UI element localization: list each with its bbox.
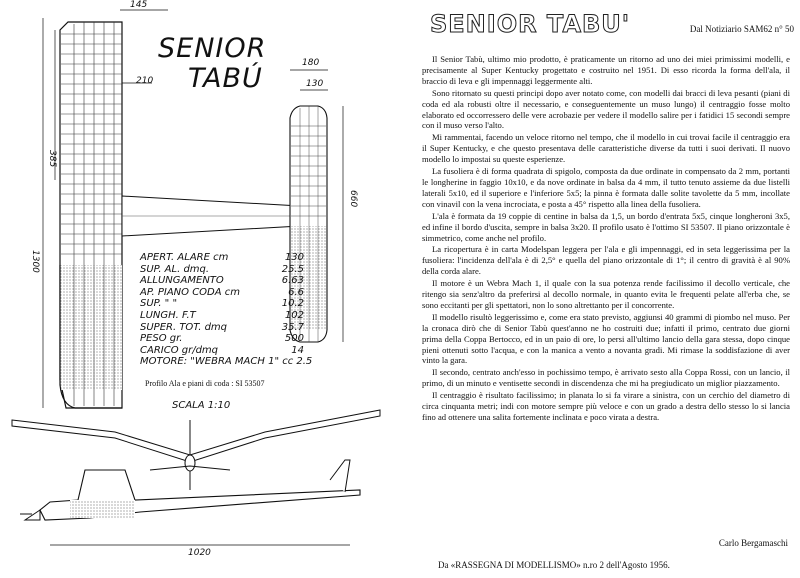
spec-row: ALLUNGAMENTO 6.63 [140,275,304,287]
spec-row: SUP. AL. dmq. 25.5 [140,263,304,275]
article-page [410,0,800,578]
source-line: Da «RASSEGNA DI MODELLISMO» n.ro 2 dell'Agosto 1956. [438,560,670,570]
dim-1020: 1020 [188,548,211,558]
spec-table [140,252,312,368]
article-paragraph: Mi rammentai, facendo un veloce ritorno nel tempo, che il modello in cui trovai facile il centraggio era il Super Kentucky, e che questo presentava delle caratteristiche diverse da tutti i suoi derivati. Il nuovo modello lo impostai su queste esperienze. [422,132,790,165]
article-header [428,10,800,36]
drawing-title-line1: SENIOR [158,33,267,64]
article-paragraph: La ricopertura è in carta Modelspan leggera per l'ala e gli impennaggi, ed in seta leggerissima per la fusoliera: l'incidenza dell'ala è di 2,5° e quella del piano orizzontale di 1°; il centro di gravità è al 90% della corda alare. [422,244,790,277]
drawing-title [158,34,266,94]
article-paragraph: Il secondo, centrato anch'esso in pochissimo tempo, è arrivato sesto alla Coppa Rossi, con un lancio, il primo, di un minuto e ventisette secondi in discendenza che mi ha pregiudicato un miglior piazzamento. [422,367,790,389]
spec-row: CARICO gr/dmq 14 [140,344,304,356]
article-source-header: Dal Notiziario SAM62 n° 50 [689,24,794,34]
spec-row: LUNGH. F.T 102 [140,309,304,321]
article-paragraph: La fusoliera è di forma quadrata di spigolo, composta da due ordinate in compensato da 2 mm, portanti le longherine in faggio 10x10, e da nove ordinate in balsa da 4 mm, il tutto tenuto assieme da due listelli laterali 5x10, ed il superiore e l'inferiore 5x5; la pinna è formata dalle solite tavolette da 5 mm, incollate con vinavil con la vena incrociata, e posta a 45° rispetto alla linea della fusoliera. [422,166,790,209]
dim-385: 385 [47,150,57,168]
spec-row: MOTORE: "WEBRA MACH 1" cc 2.5 [140,356,313,368]
front-view [12,410,380,490]
dim-180: 180 [302,58,320,68]
dim-210: 210 [136,76,154,86]
spec-row: AP. PIANO CODA cm 6.6 [140,286,304,298]
article-paragraph: L'ala è formata da 19 coppie di centine in balsa da 1,5, un bordo d'entrata 5x5, cinque longheroni 3x5, ed infine il bordo d'uscita, sempre in balsa 3x20. Il profilo usato è l'ottimo SI 53507. Il piano orizzontale è simmetrico, come anche nel profilo. [422,210,790,243]
drawing-title-line2: TABÚ [188,63,263,94]
spec-row: APERT. ALARE cm 130 [140,252,304,263]
spec-row: PESO gr. 500 [140,333,304,345]
article-paragraph: Il centraggio è risultato facilissimo; in planata lo si fa virare a sinistra, con un cerchio del diametro di circa cinquanta metri; indi con motore sempre più veloce e con un grado a destra dello stesso lo si lancia fino ad ottenere una salita fortemente inclinata e poco virata a destra. [422,390,790,422]
article-title: SENIOR TABU' [430,10,631,38]
dim-1300: 1300 [30,250,40,273]
article-body [422,54,790,424]
article-paragraph: Il modello risultò leggerissimo e, come era stato previsto, aggiunsi 40 grammi di piombo nel muso. Per la cronaca dirò che di Senior Tabù quest'anno ne ho costruiti due; infatti il primo, centrato due giorni prima della Coppa Bertocco, ed in un paio di ore, lo persi all'ultimo lancio della gara stessa, dopo cinque pieni ottenuti sotto l'acqua, e con la manica a vento a novanta gradi. Mi rimase la soddisfazione di aver vinto la gara. [422,311,790,366]
wing-planform [60,22,122,408]
article-paragraph: Il Senior Tabù, ultimo mio prodotto, è praticamente un ritorno ad uno dei miei primissimi modelli, e precisamente al Super Kentucky progettato e costruito nel 1951. Di esso ricorda la forma dell'ala, il braccio di leva e gli impennaggi leggermente alti. [422,54,790,86]
article-paragraph: Il motore è un Webra Mach 1, il quale con la sua potenza rende facilissimo il decollo verticale, che ritengo sia senz'altro da preferirsi al decollo normale, in quanto evita le frequenti pelate all'erba che, se sono eccitanti per gli spettatori, non lo sono altrettanto per il concorrente. [422,278,790,310]
author-signature: Carlo Bergamaschi [718,538,788,548]
fuselage-side [122,196,300,236]
spec-row: SUP. " " 10.2 [140,298,304,310]
profile-note: Profilo Ala e piani di coda : SI 53507 [145,379,265,388]
article-paragraph: Sono ritornato su questi principi dopo aver notato come, con modelli dai bracci di leva pesanti (piani di coda ed ala robusti oltre il necessario, e conseguentemente un muso lungo) il centraggio fosse molto elaborato ed occorressero delle vere acrobazie per vedere il modello salire per i fatidici 15 secondi sempre con il muso verso l'alto. [422,87,790,131]
spec-row: SUPER. TOT. dmq 35.7 [140,321,304,333]
dim-145: 145 [130,0,148,10]
dim-660: 660 [348,190,358,208]
dim-130: 130 [306,79,324,89]
scale-label: SCALA 1:10 [172,400,231,411]
